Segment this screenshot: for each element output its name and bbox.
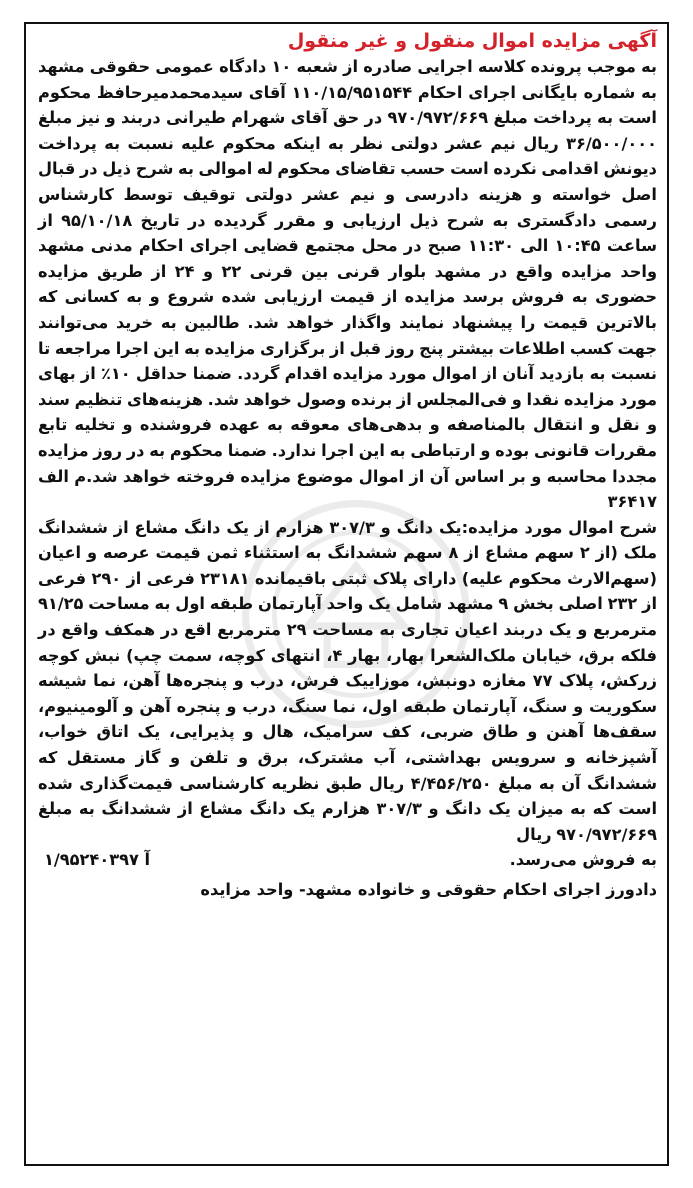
closing-row (38, 847, 657, 873)
closing-line: به فروش می‌رسد. (509, 850, 657, 870)
notice-main-paragraph: به موجب پرونده کلاسه اجرایی صادره از شعبه ۱۰ دادگاه عمومی حقوقی مشهد به شماره بایگانی اجرای احکام ۱۱۰/۱۵/۹۵۱۵۴۴ آقای سیدمحمدمیرحافظ محکوم است به پرداخت مبلغ ۹۷۰/۹۷۲/۶۶۹ در حق آقای شهرام طیرانی دربند و نیز مبلغ ۳۶/۵۰۰/۰۰۰ ریال نیم عشر دولتی نظر به اینکه محکوم علیه نسبت به پرداخت دیونش اقدامی نکرده است حسب تقاضای محکوم له اموالی به شرح ذیل در قبال اصل خواسته و هزینه دادرسی و نیم عشر دولتی توقیف توسط کارشناس رسمی دادگستری به شرح ذیل ارزیابی و مقرر گردیده در تاریخ ۹۵/۱۰/۱۸ از ساعت ۱۰:۴۵ الی ۱۱:۳۰ صبح در محل مجتمع قضایی اجرای احکام مدنی مشهد واحد مزایده واقع در مشهد بلوار قرنی بین قرنی ۲۲ و ۲۴ از طریق مزایده حضوری به فروش برسد مزایده از قیمت ارزیابی شده شروع و به کسانی که بالاترین قیمت را پیشنهاد نمایند واگذار خواهد شد. طالبین به خرید می‌توانند جهت کسب اطلاعات بیشتر پنج روز قبل از برگزاری مزایده به این اجرا مراجعه تا نسبت به بازدید آنان از اموال مورد مزایده اقدام گردد. ضمنا حداقل ۱۰٪ از بهای مورد مزایده نقدا و فی‌المجلس از برنده وصول خواهد شد. هزینه‌های تنظیم سند و نقل و انتقال بالمناصفه و بدهی‌های معوقه به عهده فروشنده و تخلیه تابع مقررات قانونی بوده و ارتباطی به این اجرا ندارد. ضمنا محکوم به در روز مزایده مجددا محاسبه و بر اساس آن از اموال موضوع مزایده فروخته خواهد شد.م الف ۳۶۴۱۷ (38, 57, 658, 512)
property-description-paragraph: شرح اموال مورد مزایده:یک دانگ و ۳۰۷/۳ هزارم از یک دانگ مشاع از ششدانگ ملک (از ۲ سهم مشاع از ۸ سهم ششدانگ به استثناء ثمن قیمت عرصه و اعیان (سهم‌الارث محکوم علیه) دارای پلاک ثبتی باقیمانده ۲۳۱۸۱ فرعی از ۲۹۰ فرعی از ۲۳۲ اصلی بخش ۹ مشهد شامل یک واحد آپارتمان طبقه اول به مساحت ۹۱/۲۵ مترمربع و یک دربند اعیان تجاری به مساحت ۲۹ مترمربع اقع در همکف واقع در فلکه برق، خیابان ملک‌الشعرا بهار، بهار ۴، انتهای کوچه، سمت چپ) نبش کوچه زرکش، پلاک ۷۷ مغازه دونبش، موزاییک فرش، درب و پنجره‌ها آهن، نما شیشه سکوریت و سنگ، آپارتمان طبقه اول، نما سنگ، درب و پنجره آهن و آلومینیوم، سقف‌ها آهنن و طاق ضربی، کف سرامیک، هال و پذیرایی، یک اتاق خواب، آشپزخانه و سرویس بهداشتی، آب مشترک، برق و تلفن و گاز مستقل که ششدانگ آن به مبلغ ۴/۴۵۶/۲۵۰ ریال طبق نظریه کارشناسی قیمت‌گذاری شده است که به میزان یک دانگ و ۳۰۷/۳ هزارم یک دانگ مشاع از ششدانگ به مبلغ ۹۷۰/۹۷۲/۶۶۹ ریال (38, 517, 658, 844)
signature-line: دادورز اجرای احکام حقوقی و خانواده مشهد- واحد مزایده (200, 880, 657, 899)
auction-notice (24, 22, 669, 1166)
notice-title: آگهی مزایده اموال منقول و غیر منقول (287, 30, 657, 52)
reference-code: ۱/۹۵۲۴۰۳۹۷ آ (44, 850, 151, 870)
